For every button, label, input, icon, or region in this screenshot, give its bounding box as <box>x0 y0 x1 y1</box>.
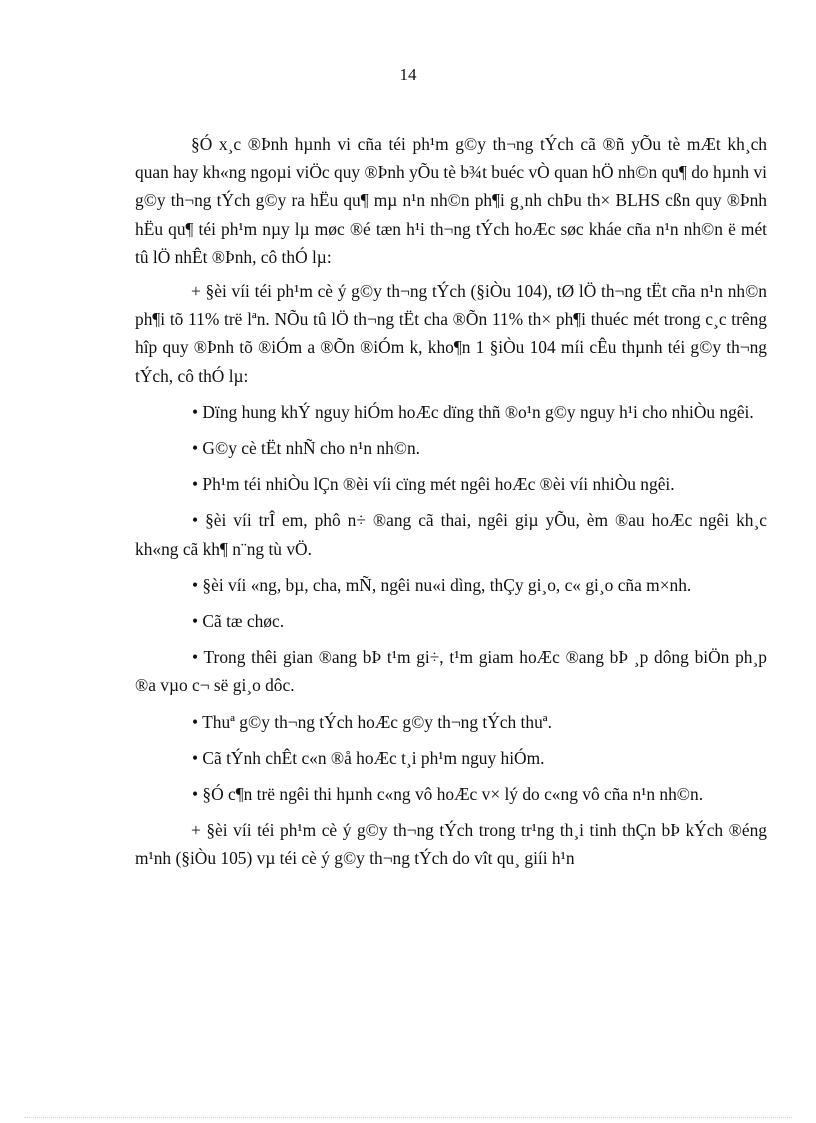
list-item: • Cã tÝnh chÊt c«n ®å hoÆc t¸i ph¹m nguy hiÓm. <box>192 747 545 768</box>
list-item: • §èi víi «ng, bµ, cha, mÑ, ngêi nu«i dìng, thÇy gi¸o, c« gi¸o cña m×nh. <box>192 574 692 595</box>
page-number: 14 <box>399 65 417 84</box>
list-item: • §Ó c¶n trë ngêi thi hµnh c«ng vô hoÆc v× lý do c«ng vô cña n¹n nh©n. <box>192 784 704 805</box>
list-item: • §èi víi trÎ em, phô n÷ ®ang cã thai, ngêi giµ yÕu, èm ®au hoÆc ngêi kh¸c kh«ng cã kh¶ n¨ng tù vÖ. <box>135 510 767 559</box>
list-item: • Ph¹m téi nhiÒu lÇn ®èi víi cïng mét ngêi hoÆc ®èi víi nhiÒu ngêi. <box>192 474 675 495</box>
paragraph-intro: §Ó x¸c ®Þnh hµnh vi cña téi ph¹m g©y th¬ng tÝch cã ®ñ yÕu tè mÆt kh¸ch quan hay kh«ng ngoµi viÖc quy ®Þnh yÕu tè b¾t buéc vÒ quan hÖ nh©n qu¶ do hµnh vi g©y th¬ng tÝch g©y ra hËu qu¶ mµ n¹n nh©n ph¶i g¸nh chÞu th× BLHS cßn quy ®Þnh hËu qu¶ téi ph¹m nµy lµ møc ®é tæn h¹i th¬ng tÝch hoÆc søc kháe cña n¹n nh©n ë mét tû lÖ nhÊt ®Þnh, cô thÓ lµ: <box>135 134 767 267</box>
paragraph-article-104: + §èi víi téi ph¹m cè ý g©y th¬ng tÝch (§iÒu 104), tØ lÖ th¬ng tËt cña n¹n nh©n ph¶i tõ 11% trë lªn. NÕu tû lÖ th¬ng tËt cha ®Õn 11% th× ph¶i thuéc mét trong c¸c trêng hîp quy ®Þnh tõ ®iÓm a ®Õn ®iÓm k, kho¶n 1 §iÒu 104 míi cÊu thµnh téi g©y th¬ng tÝch, cô thÓ lµ: <box>135 281 767 386</box>
list-item: • Thuª g©y th¬ng tÝch hoÆc g©y th¬ng tÝch thuª. <box>192 711 552 732</box>
body-text <box>135 130 767 879</box>
list-item: • Cã tæ chøc. <box>192 611 285 632</box>
list-item: • Dïng hung khÝ nguy hiÓm hoÆc dïng thñ ®o¹n g©y nguy h¹i cho nhiÒu ngêi. <box>192 401 754 422</box>
page-footer-divider <box>24 1117 792 1118</box>
paragraph-article-105: + §èi víi téi ph¹m cè ý g©y th¬ng tÝch trong tr¹ng th¸i tinh thÇn bÞ kÝch ®éng m¹nh (§iÒu 105) vµ téi cè ý g©y th¬ng tÝch do vît qu¸ giíi h¹n <box>135 820 767 869</box>
list-item: • G©y cè tËt nhÑ cho n¹n nh©n. <box>192 438 421 459</box>
list-item: • Trong thêi gian ®ang bÞ t¹m gi÷, t¹m giam hoÆc ®ang bÞ ¸p dông biÖn ph¸p ®a vµo c¬ së gi¸o dôc. <box>135 647 767 696</box>
